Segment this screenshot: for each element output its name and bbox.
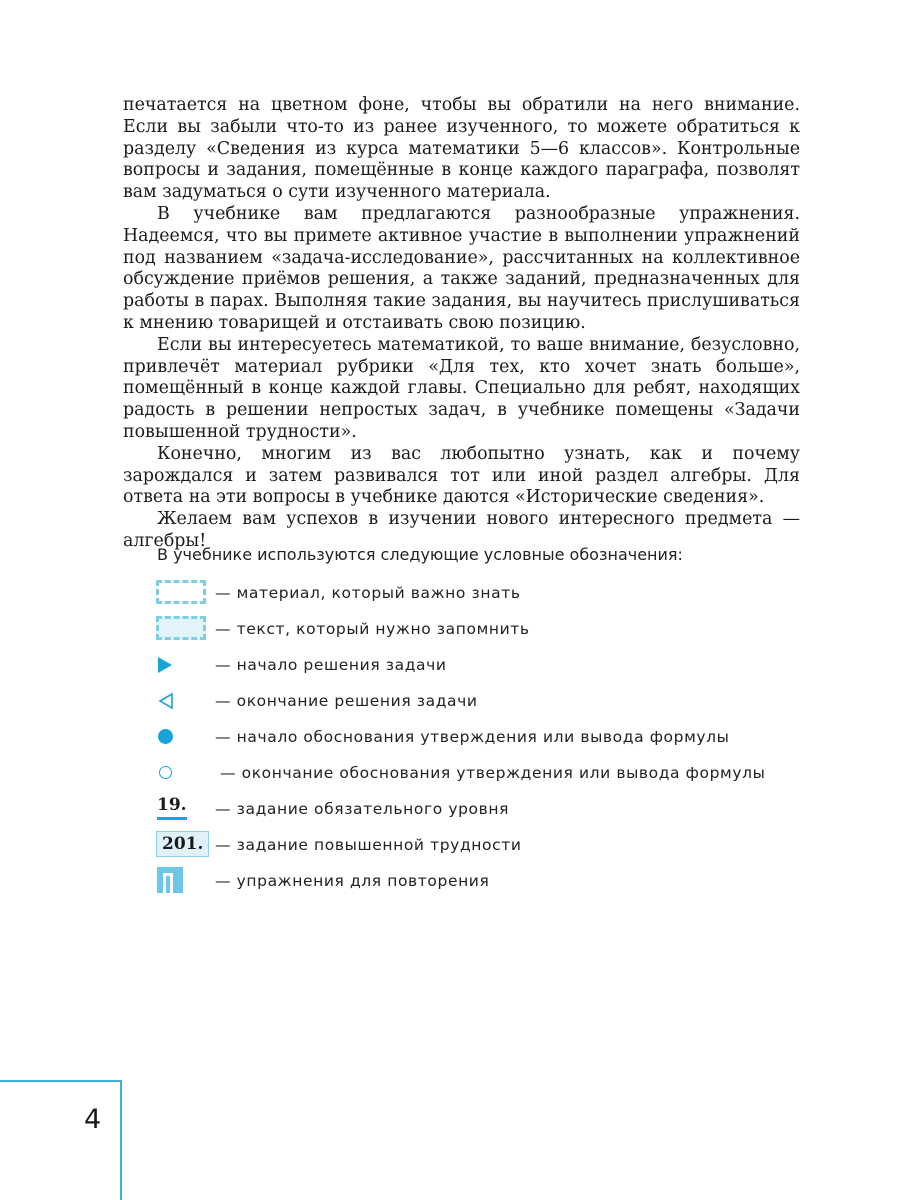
page-number: 4	[84, 1104, 102, 1135]
dashed-filled-frame-icon	[156, 616, 206, 640]
legend-item	[150, 866, 830, 896]
legend-item	[150, 794, 830, 824]
legend-text: — начало решения задачи	[215, 656, 447, 674]
page-number-frame	[0, 1080, 122, 1200]
dashed-frame-icon	[156, 580, 206, 604]
paragraph: Желаем вам успехов в изучении нового интересного предмета — алгебры!	[123, 509, 800, 551]
paragraph: Конечно, многим из вас любопытно узнать, как и почему зарождался и затем развивался тот или иной раздел алгебры. Для ответа на эти вопросы в учебнике даются «Исторические сведения».	[123, 443, 800, 508]
triangle-left-outline-icon	[158, 692, 174, 710]
paragraph: печатается на цветном фоне, чтобы вы обратили на него внимание. Если вы забыли что-то из ранее изученного, то можете обратиться к разделу «Сведения из курса математики 5—6 классов». Контрольные вопросы и задания, помещённые в конце каждого параграфа, позволят вам задуматься о сути изученного материала.	[123, 95, 800, 203]
underlined-number-icon: 19.	[157, 794, 187, 820]
legend-intro: В учебнике используются следующие условные обозначения:	[157, 545, 683, 564]
legend-text: — окончание решения задачи	[215, 692, 478, 710]
legend-text: — задание обязательного уровня	[215, 800, 510, 818]
circle-outline-icon	[159, 766, 172, 779]
circle-filled-icon	[158, 729, 173, 744]
legend-item	[150, 830, 830, 860]
triangle-right-filled-icon	[158, 657, 172, 673]
legend-text: — задание повышенной трудности	[215, 836, 522, 854]
legend-item	[150, 614, 830, 644]
legend-text: — материал, который важно знать	[215, 584, 521, 602]
paragraph: Если вы интересуетесь математикой, то ваше внимание, безусловно, привлечёт материал рубрики «Для тех, кто хочет знать больше», помещённый в конце каждой главы. Специально для ребят, находящих радость в решении непростых задач, в учебнике помещены «Задачи повышенной трудности».	[123, 334, 800, 442]
legend-item	[150, 578, 830, 608]
legend-item	[150, 722, 830, 752]
legend-text: — текст, который нужно запомнить	[215, 620, 530, 638]
legend-item	[150, 650, 830, 680]
legend-text: — начало обоснования утверждения или вывода формулы	[215, 728, 730, 746]
legend-item	[150, 686, 830, 716]
legend-item	[150, 758, 830, 788]
legend-text: — упражнения для повторения	[215, 872, 490, 890]
p-square-icon	[157, 867, 183, 893]
legend-text: — окончание обоснования утверждения или вывода формулы	[220, 764, 766, 782]
body-text	[123, 95, 800, 553]
paragraph: В учебнике вам предлагаются разнообразные упражнения. Надеемся, что вы примете активное участие в выполнении упражнений под названием «задача-исследование», рассчитанных на коллективное обсуждение приёмов решения, а также заданий, предназначенных для работы в парах. Выполняя такие задания, вы научитесь прислушиваться к мнению товарищей и отстаивать свою позицию.	[123, 203, 800, 333]
boxed-number-icon: 201.	[156, 831, 209, 857]
